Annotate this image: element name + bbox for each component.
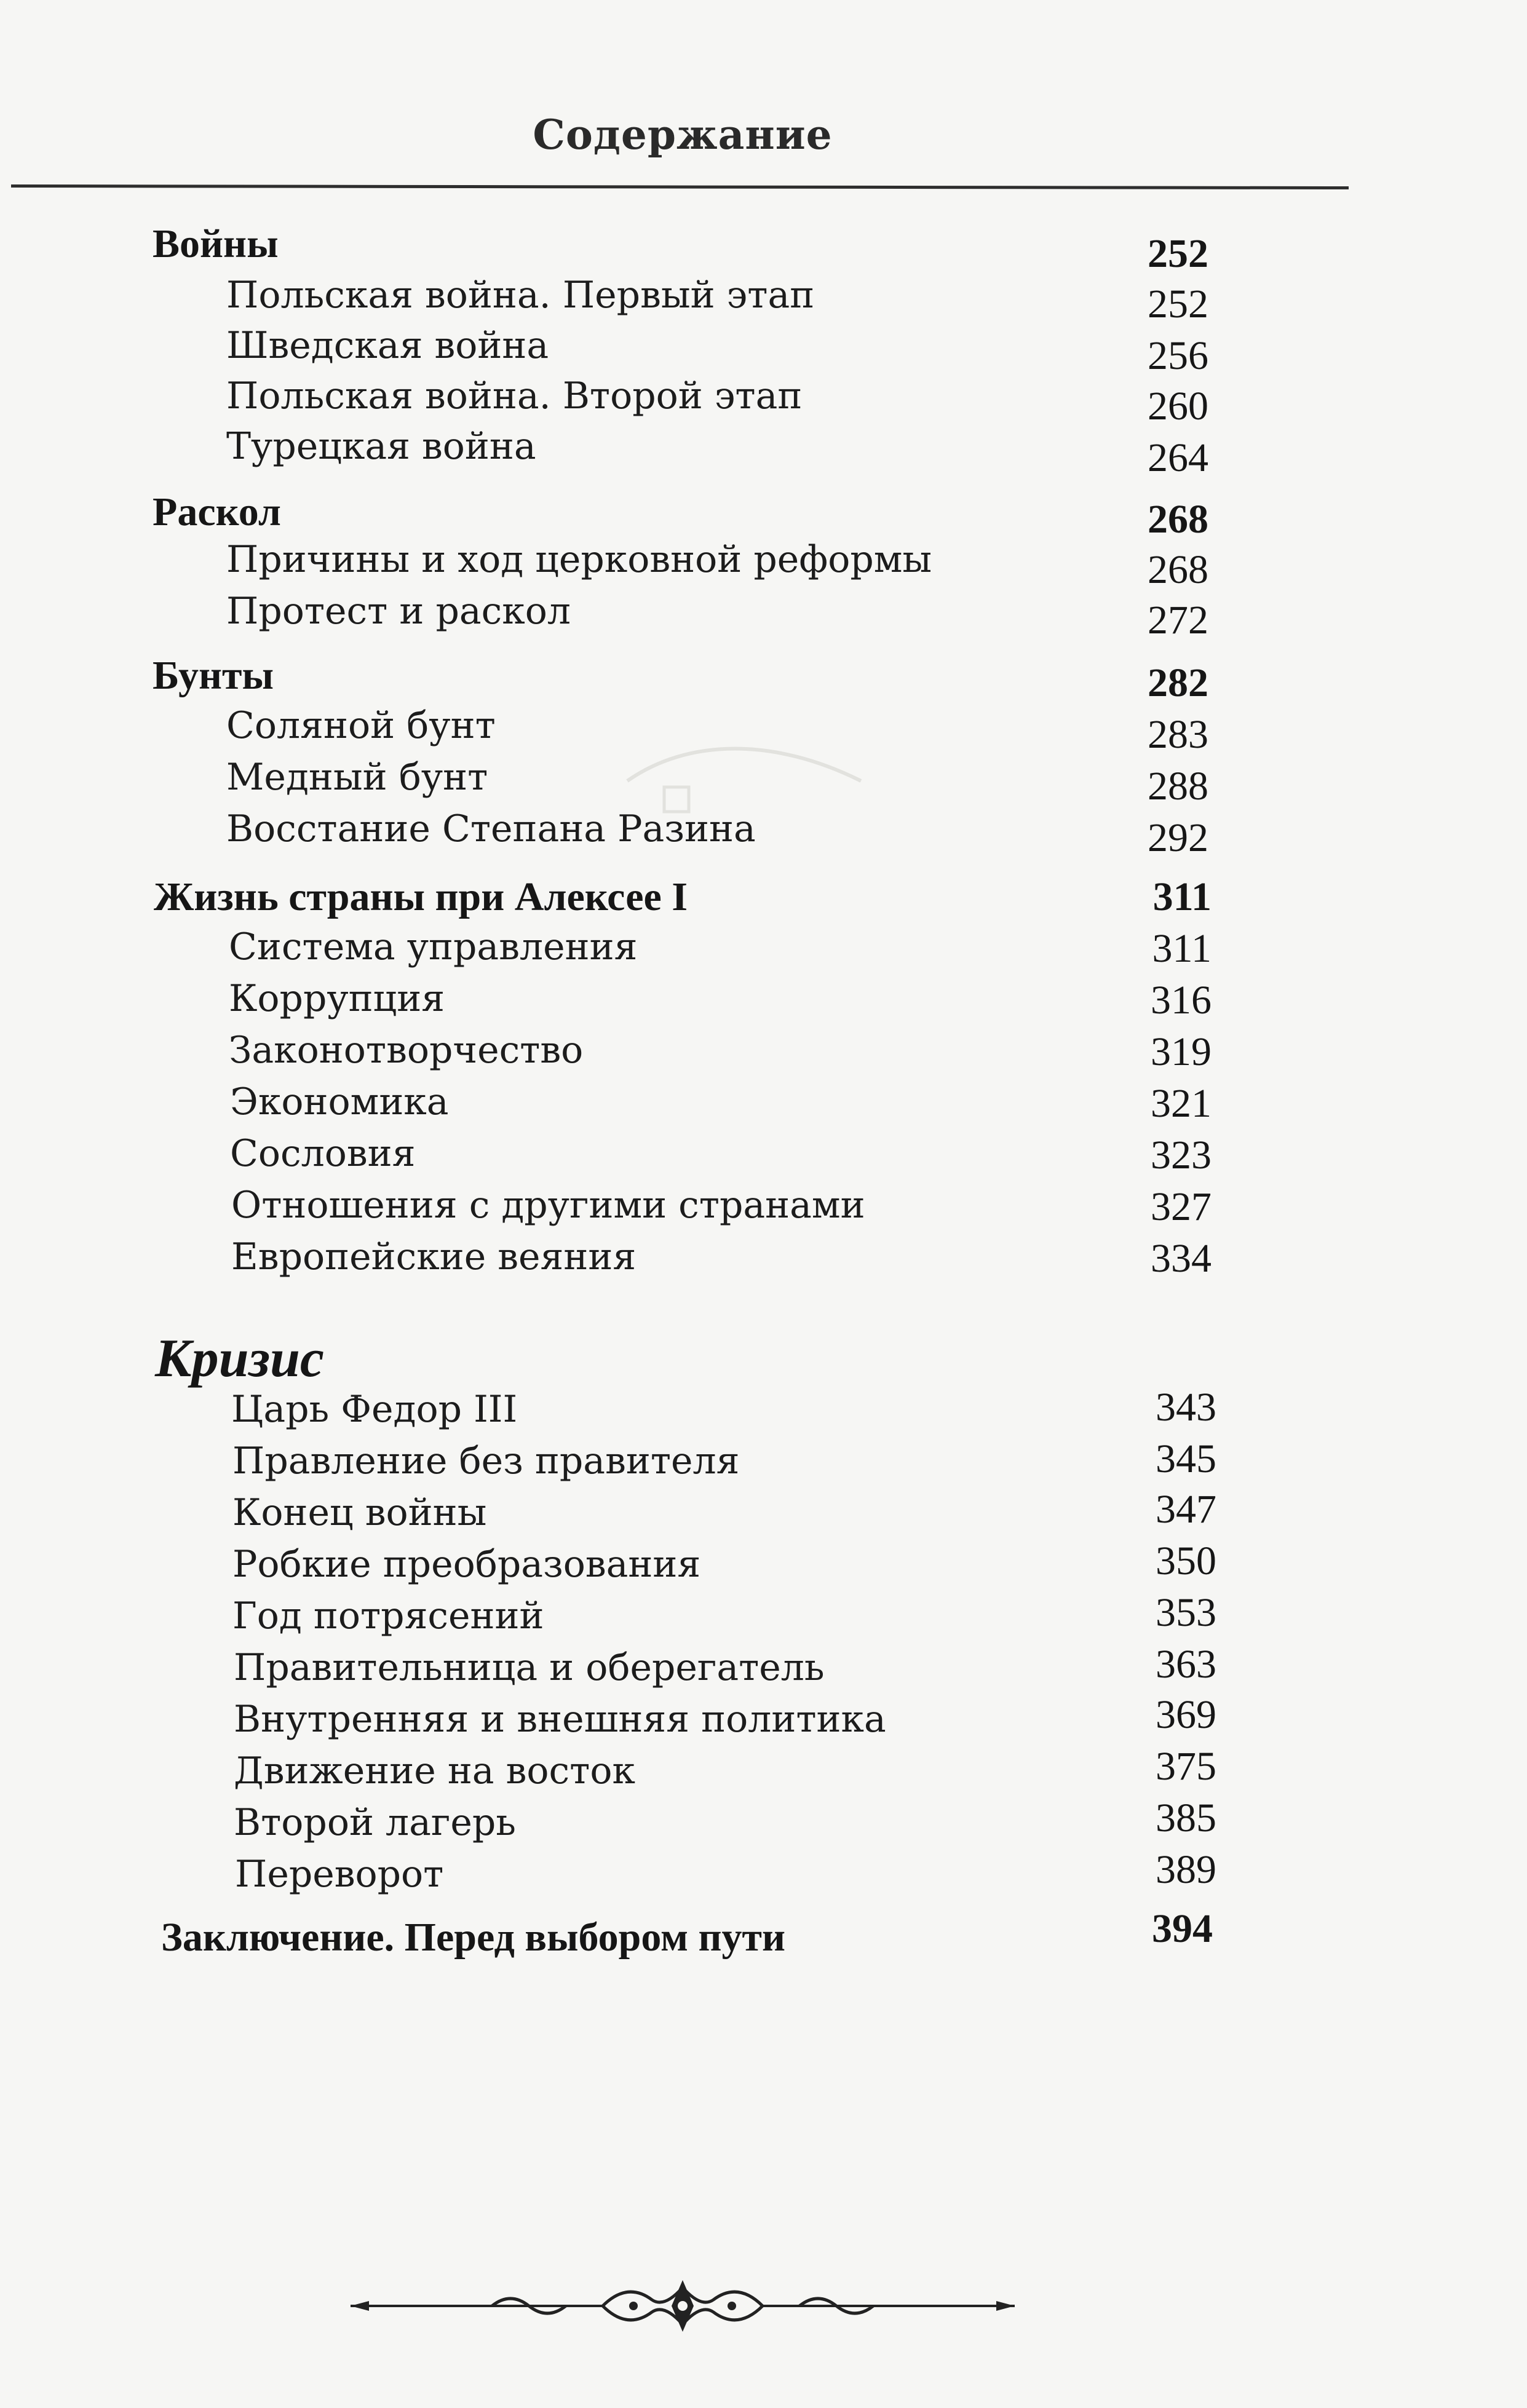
toc-item-title[interactable]: Робкие преобразования — [232, 1543, 701, 1586]
toc-item-page: 350 — [1156, 1539, 1216, 1583]
toc-item-title[interactable]: Сословия — [230, 1132, 416, 1175]
toc-item-page: 369 — [1156, 1692, 1216, 1737]
toc-item-page: 268 — [1148, 547, 1208, 592]
toc-section-title[interactable]: Жизнь страны при Алексее I — [154, 874, 688, 919]
toc-item-title[interactable]: Царь Федор III — [231, 1388, 518, 1431]
toc-item-page: 292 — [1148, 815, 1208, 860]
toc-item-title[interactable]: Второй лагерь — [234, 1801, 516, 1844]
toc-item-title[interactable]: Коррупция — [229, 977, 445, 1020]
toc-item-page: 363 — [1156, 1642, 1216, 1687]
toc-item-page: 256 — [1148, 333, 1208, 378]
toc-item-page: 389 — [1156, 1847, 1216, 1892]
toc-item-title[interactable]: Год потрясений — [232, 1594, 544, 1638]
toc-item-title[interactable]: Система управления — [229, 925, 638, 968]
toc-item-title[interactable]: Европейские веяния — [231, 1235, 637, 1278]
toc-section-page: 252 — [1148, 231, 1208, 276]
toc-item-page: 347 — [1156, 1487, 1216, 1532]
toc-item-page: 334 — [1151, 1236, 1212, 1281]
toc-item-title[interactable]: Шведская война — [226, 324, 549, 367]
toc-section-title[interactable]: Раскол — [153, 489, 281, 534]
toc-section-title[interactable]: Бунты — [153, 653, 274, 698]
toc-item-page: 311 — [1152, 926, 1212, 971]
toc-section-page: 311 — [1152, 874, 1212, 919]
toc-item-page: 316 — [1151, 978, 1212, 1023]
toc-item-title[interactable]: Отношения с другими странами — [231, 1184, 865, 1227]
toc-item-title[interactable]: Турецкая война — [226, 425, 536, 468]
toc-item-title[interactable]: Движение на восток — [234, 1749, 635, 1792]
toc-item-title[interactable]: Соляной бунт — [226, 704, 496, 747]
toc-item-page: 283 — [1148, 712, 1208, 757]
toc-item-title[interactable]: Причины и ход церковной реформы — [226, 538, 932, 581]
toc-item-title[interactable]: Переворот — [235, 1853, 444, 1896]
toc-item-page: 288 — [1148, 764, 1208, 809]
toc-item-page: 353 — [1156, 1590, 1216, 1635]
toc-conclusion-page: 394 — [1152, 1906, 1213, 1951]
toc-item-page: 319 — [1151, 1029, 1212, 1074]
page-title: Содержание — [533, 111, 833, 159]
toc-item-page: 323 — [1151, 1133, 1212, 1178]
toc-item-page: 385 — [1156, 1796, 1216, 1840]
toc-item-page: 260 — [1148, 384, 1208, 429]
toc-section-page: 268 — [1148, 497, 1208, 542]
toc-item-page: 264 — [1148, 435, 1208, 480]
toc-item-title[interactable]: Протест и раскол — [226, 590, 571, 633]
toc-item-page: 252 — [1148, 282, 1208, 327]
toc-item-page: 321 — [1151, 1081, 1212, 1126]
toc-item-page: 343 — [1156, 1385, 1216, 1430]
toc-item-title[interactable]: Правление без правителя — [232, 1440, 740, 1483]
toc-section-title[interactable]: Войны — [153, 221, 279, 266]
toc-item-page: 375 — [1156, 1744, 1216, 1789]
toc-item-title[interactable]: Экономика — [230, 1080, 449, 1123]
bottom-ornament — [344, 2275, 1021, 2337]
toc-item-title[interactable]: Медный бунт — [226, 756, 488, 799]
toc-item-title[interactable]: Польская война. Первый этап — [226, 274, 815, 317]
toc-conclusion-title[interactable]: Заключение. Перед выбором пути — [161, 1915, 786, 1960]
toc-item-title[interactable]: Внутренняя и внешняя политика — [234, 1698, 886, 1741]
toc-section-page: 282 — [1148, 660, 1208, 705]
toc-item-title[interactable]: Правительница и оберегатель — [234, 1646, 825, 1689]
toc-item-page: 327 — [1151, 1184, 1212, 1229]
toc-item-title[interactable]: Польская война. Второй этап — [226, 374, 803, 418]
toc-item-title[interactable]: Конец войны — [232, 1491, 487, 1534]
toc-chapter-title[interactable]: Кризис — [155, 1329, 324, 1388]
toc-item-page: 345 — [1156, 1436, 1216, 1481]
toc-item-title[interactable]: Законотворчество — [229, 1029, 584, 1072]
toc-item-page: 272 — [1148, 598, 1208, 643]
toc-item-title[interactable]: Восстание Степана Разина — [226, 807, 756, 850]
